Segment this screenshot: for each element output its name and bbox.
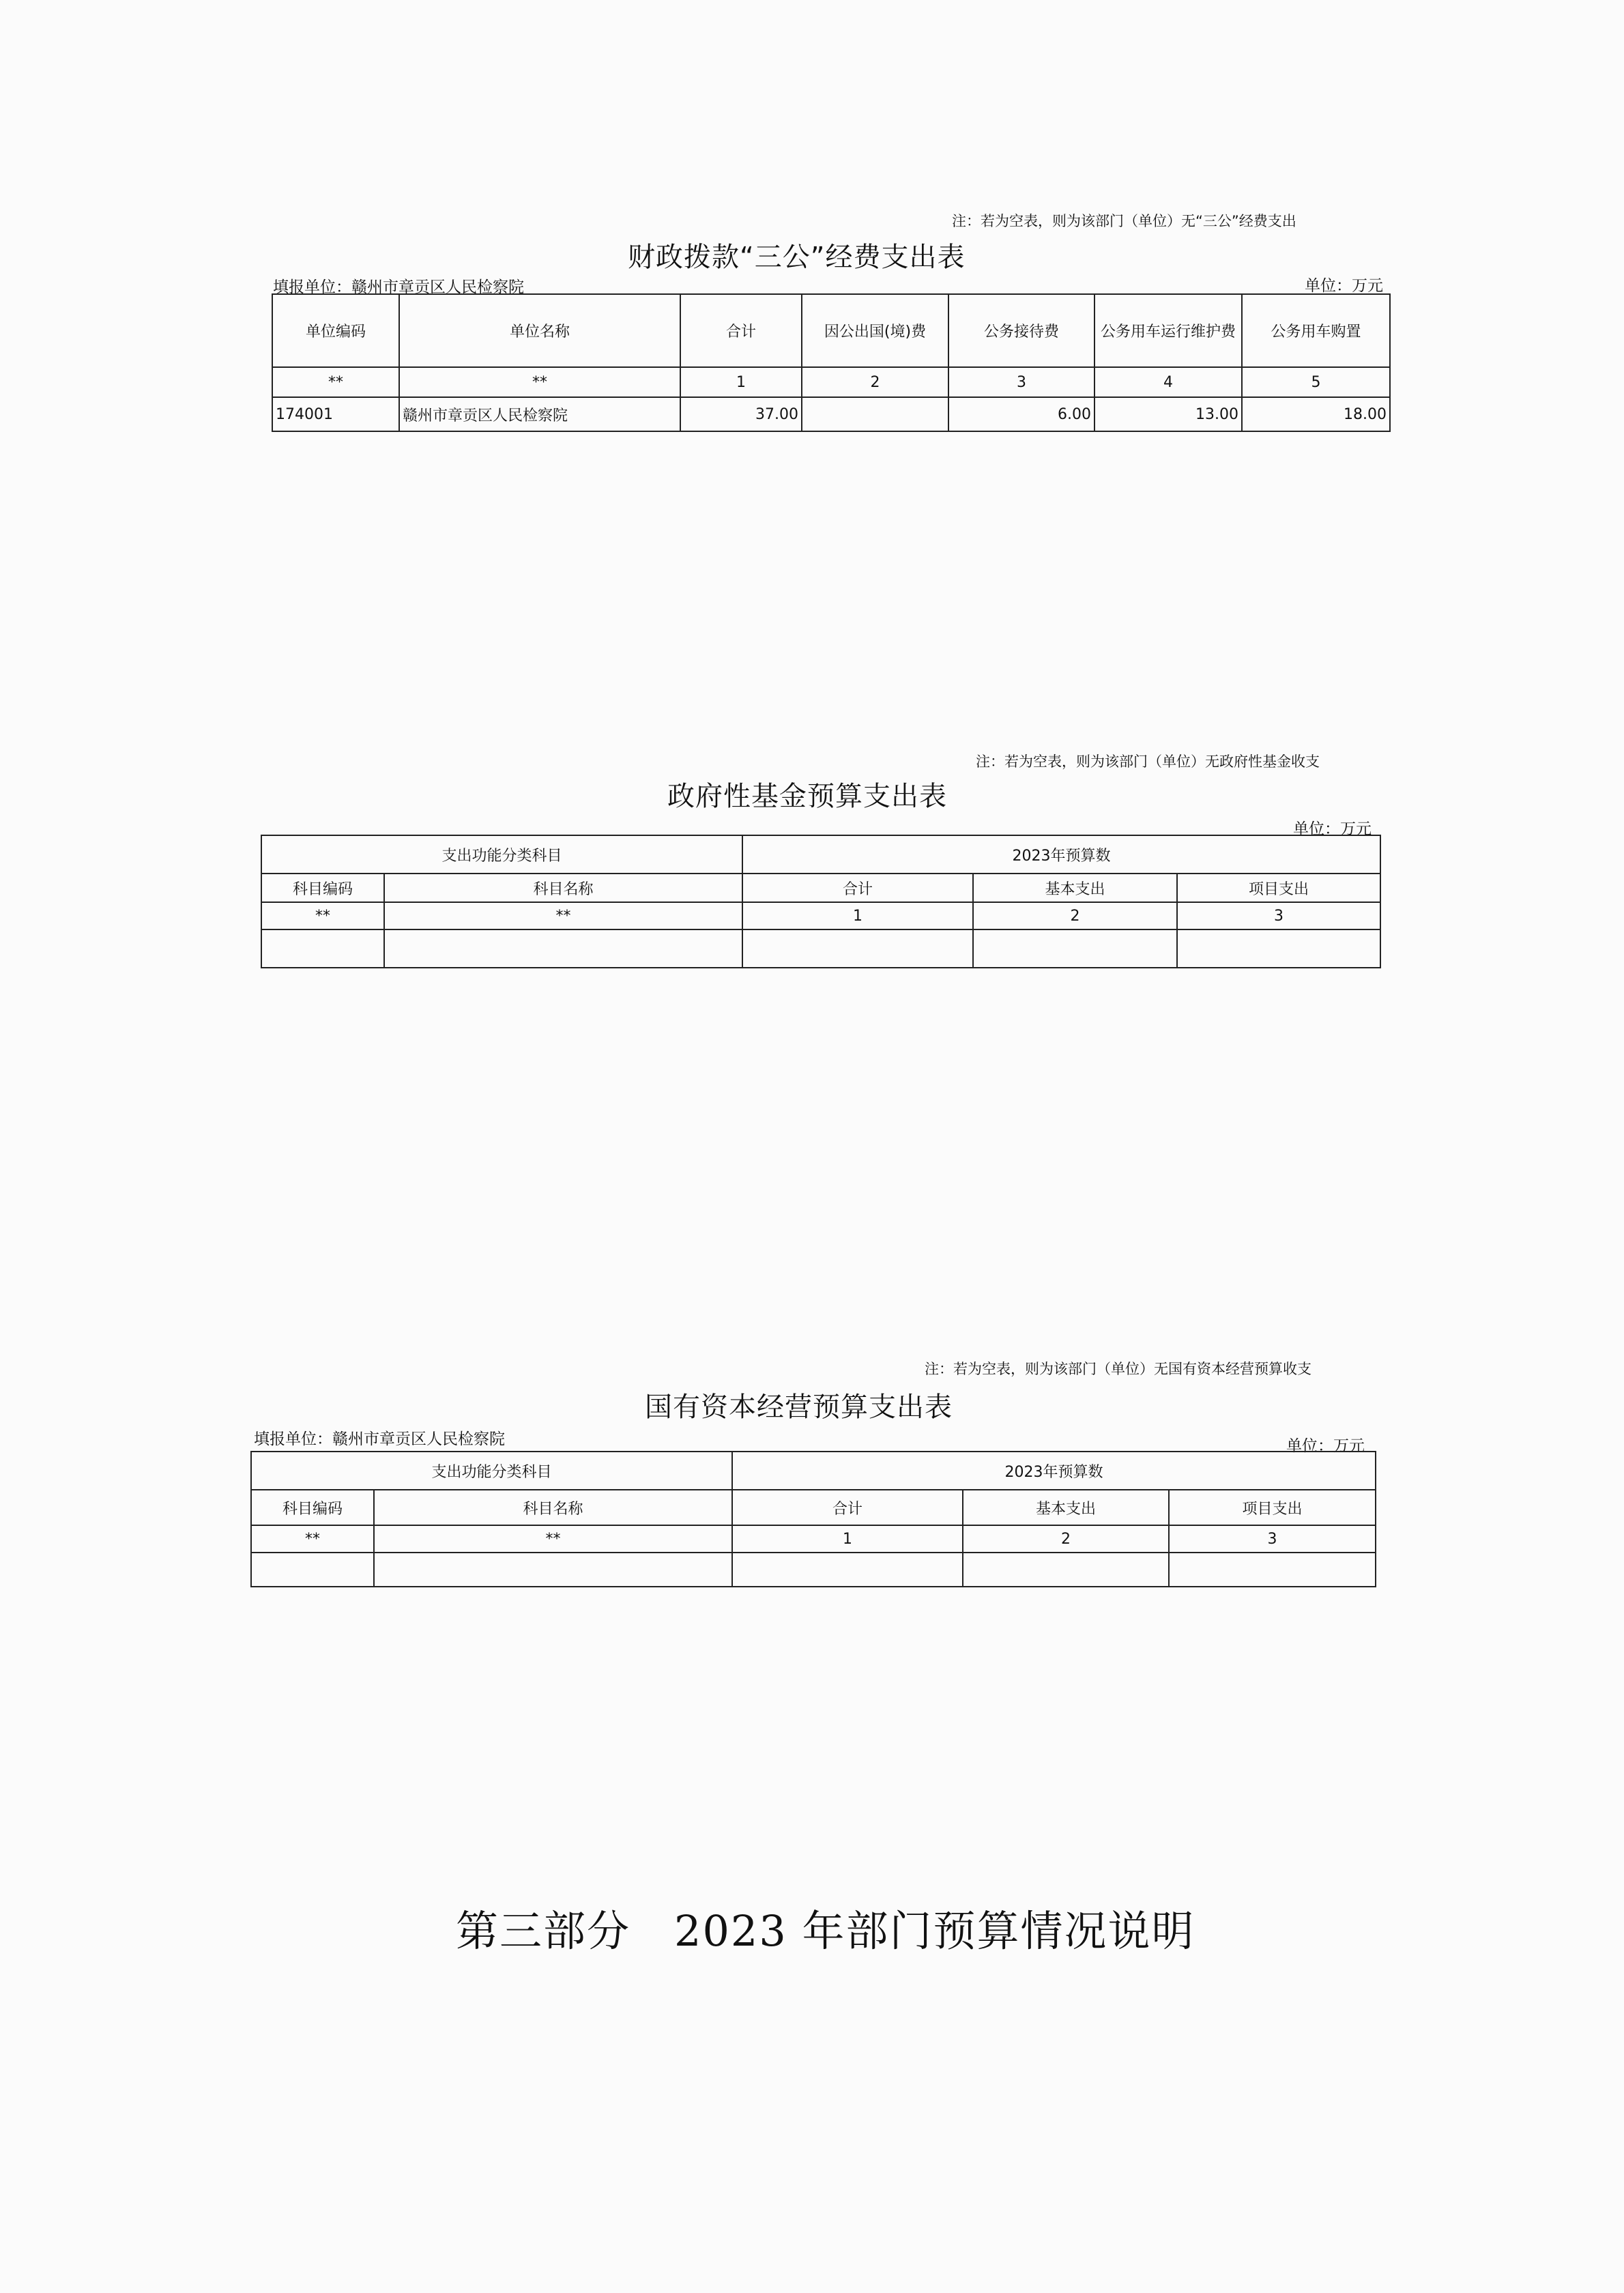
group-cell: 支出功能分类科目 — [251, 1452, 732, 1490]
sangong-fill-unit: 填报单位：赣州市章贡区人民检察院 — [273, 278, 524, 296]
vehicle-purchase-cell: 18.00 — [1242, 397, 1390, 431]
index-cell: 1 — [732, 1525, 963, 1553]
statecap-index-row — [251, 1525, 1376, 1553]
govfund-table — [261, 835, 1381, 968]
sangong-index-row — [272, 367, 1390, 397]
sangong-table — [272, 293, 1391, 432]
index-cell: ** — [272, 367, 399, 397]
statecap-unit: 单位：万元 — [1286, 1437, 1365, 1455]
header-cell: 科目编码 — [261, 874, 384, 902]
statecap-header-row — [251, 1490, 1376, 1525]
govfund-group-row — [261, 835, 1380, 874]
header-cell: 单位名称 — [399, 294, 680, 367]
index-cell: 2 — [963, 1525, 1169, 1553]
header-cell: 科目名称 — [374, 1490, 732, 1525]
govfund-header-row — [261, 874, 1380, 902]
header-cell: 公务接待费 — [948, 294, 1094, 367]
index-cell: 3 — [948, 367, 1094, 397]
govfund-note: 注：若为空表，则为该部门（单位）无政府性基金收支 — [976, 753, 1320, 770]
empty-cell — [1169, 1553, 1376, 1587]
statecap-title: 国有资本经营预算支出表 — [645, 1391, 953, 1423]
sangong-header-row — [272, 294, 1390, 367]
statecap-empty-row — [251, 1553, 1376, 1587]
index-cell: 1 — [680, 367, 802, 397]
govfund-title: 政府性基金预算支出表 — [667, 781, 947, 812]
empty-cell — [973, 929, 1177, 968]
index-cell: 3 — [1177, 902, 1380, 929]
statecap-group-row — [251, 1452, 1376, 1490]
header-cell: 合计 — [732, 1490, 963, 1525]
statecap-note: 注：若为空表，则为该部门（单位）无国有资本经营预算收支 — [925, 1361, 1311, 1377]
overseas-cell — [802, 397, 948, 431]
empty-cell — [732, 1553, 963, 1587]
empty-cell — [963, 1553, 1169, 1587]
empty-cell — [384, 929, 742, 968]
index-cell: 2 — [973, 902, 1177, 929]
statecap-fill-unit: 填报单位：赣州市章贡区人民检察院 — [254, 1430, 505, 1448]
header-cell: 项目支出 — [1169, 1490, 1376, 1525]
sangong-note: 注：若为空表，则为该部门（单位）无“三公”经费支出 — [952, 213, 1296, 229]
header-cell: 科目编码 — [251, 1490, 374, 1525]
empty-cell — [1177, 929, 1380, 968]
govfund-index-row — [261, 902, 1380, 929]
header-cell: 因公出国(境)费 — [802, 294, 948, 367]
header-cell: 基本支出 — [973, 874, 1177, 902]
index-cell: ** — [399, 367, 680, 397]
index-cell: 5 — [1242, 367, 1390, 397]
index-cell: 2 — [802, 367, 948, 397]
sangong-data-row — [272, 397, 1390, 431]
header-cell: 公务用车运行维护费 — [1094, 294, 1242, 367]
index-cell: ** — [261, 902, 384, 929]
statecap-table — [250, 1451, 1376, 1587]
group-cell: 支出功能分类科目 — [261, 835, 742, 874]
index-cell: ** — [384, 902, 742, 929]
group-cell: 2023年预算数 — [742, 835, 1380, 874]
unit-code-cell: 174001 — [272, 397, 399, 431]
reception-cell: 6.00 — [948, 397, 1094, 431]
header-cell: 合计 — [742, 874, 973, 902]
empty-cell — [261, 929, 384, 968]
header-cell: 单位编码 — [272, 294, 399, 367]
empty-cell — [742, 929, 973, 968]
section-heading: 第三部分 2023 年部门预算情况说明 — [456, 1906, 1195, 1956]
sangong-unit: 单位：万元 — [1305, 277, 1383, 295]
index-cell: ** — [251, 1525, 374, 1553]
index-cell: 3 — [1169, 1525, 1376, 1553]
vehicle-maintenance-cell: 13.00 — [1094, 397, 1242, 431]
empty-cell — [374, 1553, 732, 1587]
unit-name-cell: 赣州市章贡区人民检察院 — [399, 397, 680, 431]
govfund-empty-row — [261, 929, 1380, 968]
index-cell: 1 — [742, 902, 973, 929]
empty-cell — [251, 1553, 374, 1587]
header-cell: 项目支出 — [1177, 874, 1380, 902]
header-cell: 基本支出 — [963, 1490, 1169, 1525]
index-cell: ** — [374, 1525, 732, 1553]
total-cell: 37.00 — [680, 397, 802, 431]
group-cell: 2023年预算数 — [732, 1452, 1376, 1490]
header-cell: 科目名称 — [384, 874, 742, 902]
header-cell: 合计 — [680, 294, 802, 367]
govfund-unit: 单位：万元 — [1293, 820, 1372, 838]
header-cell: 公务用车购置 — [1242, 294, 1390, 367]
sangong-title: 财政拨款“三公”经费支出表 — [628, 242, 966, 273]
index-cell: 4 — [1094, 367, 1242, 397]
